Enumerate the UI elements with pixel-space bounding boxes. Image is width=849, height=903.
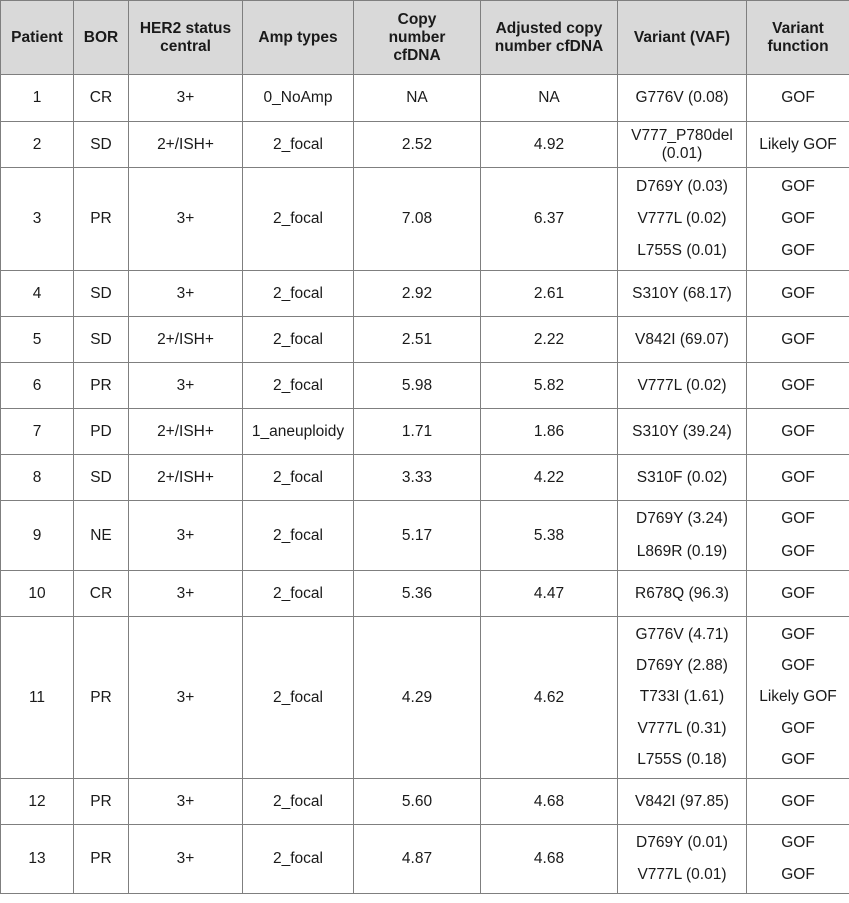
cell-copy-number: 7.08 [354,168,481,271]
variant-vaf-text: R678Q (96.3) [635,584,729,602]
cell-bor: SD [74,317,129,363]
cell-variant-vaf [618,501,747,571]
table-row [1,825,849,894]
cell-her2-status: 3+ [129,501,243,571]
variant-function-text: GOF [781,242,815,259]
cell-adjusted-copy-number: 6.37 [481,168,618,271]
cell-copy-number: 2.52 [354,122,481,168]
cell-her2-status: 2+/ISH+ [129,409,243,455]
variant-vaf-text: V842I (69.07) [635,330,729,348]
cell-amp-type: 2_focal [243,122,354,168]
cell-variant-function [747,317,849,363]
cell-bor: SD [74,122,129,168]
cell-patient: 4 [1,271,74,317]
variant-function-text: GOF [781,376,815,394]
variant-vaf-text: V777L (0.01) [637,866,727,884]
variant-function-text: GOF [781,719,815,737]
variant-vaf-text: S310F (0.02) [636,468,728,486]
header-amp-types: Amp types [243,1,354,75]
cell-copy-number: 5.60 [354,779,481,825]
variant-vaf-text: G776V (4.71) [635,625,729,643]
cell-amp-type: 2_focal [243,501,354,571]
cell-her2-status: 3+ [129,571,243,617]
cell-bor: PR [74,168,129,271]
cell-variant-function [747,617,849,779]
table-body [1,75,849,894]
cell-her2-status: 2+/ISH+ [129,122,243,168]
cell-variant-vaf [618,455,747,501]
cell-adjusted-copy-number: 4.92 [481,122,618,168]
table-row [1,617,849,779]
cell-amp-type: 2_focal [243,571,354,617]
cell-bor: NE [74,501,129,571]
cell-bor: PR [74,617,129,779]
table-row [1,571,849,617]
cell-patient: 9 [1,501,74,571]
variant-vaf-text: L869R (0.19) [636,542,728,560]
cell-patient: 5 [1,317,74,363]
variant-function-text: GOF [781,792,815,810]
cell-her2-status: 2+/ISH+ [129,317,243,363]
cell-amp-type: 2_focal [243,825,354,894]
cell-amp-type: 0_NoAmp [243,75,354,122]
variant-vaf-text: V777L (0.02) [637,210,727,227]
cell-patient: 3 [1,168,74,271]
cell-bor: PR [74,363,129,409]
cell-patient: 7 [1,409,74,455]
cell-variant-function [747,409,849,455]
cell-adjusted-copy-number: 2.22 [481,317,618,363]
cell-variant-vaf [618,363,747,409]
cell-copy-number: NA [354,75,481,122]
table-row [1,168,849,271]
variant-function-text: GOF [781,542,815,560]
cell-variant-vaf [618,409,747,455]
cell-variant-vaf [618,317,747,363]
variant-vaf-text: S310Y (68.17) [632,284,732,302]
variant-vaf-text: V777L (0.02) [637,376,727,394]
variant-function-text: GOF [781,751,815,769]
cell-bor: CR [74,75,129,122]
cell-bor: CR [74,571,129,617]
cell-amp-type: 2_focal [243,779,354,825]
cell-bor: PR [74,825,129,894]
cell-adjusted-copy-number: 2.61 [481,271,618,317]
cell-adjusted-copy-number: 4.47 [481,571,618,617]
cell-copy-number: 2.92 [354,271,481,317]
variant-vaf-text: V842I (97.85) [635,792,729,810]
cell-her2-status: 3+ [129,363,243,409]
cell-variant-vaf [618,617,747,779]
cell-amp-type: 2_focal [243,317,354,363]
cell-adjusted-copy-number: 4.68 [481,825,618,894]
cell-variant-function [747,571,849,617]
variant-function-text: GOF [781,625,815,643]
cell-bor: PR [74,779,129,825]
cell-her2-status: 3+ [129,617,243,779]
cell-variant-vaf [618,571,747,617]
cell-her2-status: 3+ [129,825,243,894]
cell-copy-number: 3.33 [354,455,481,501]
cell-variant-function [747,122,849,168]
cell-bor: SD [74,271,129,317]
cell-variant-vaf [618,825,747,894]
variant-function-text: Likely GOF [759,135,837,153]
table-row [1,363,849,409]
cell-patient: 2 [1,122,74,168]
cell-copy-number: 1.71 [354,409,481,455]
cell-variant-function [747,455,849,501]
variant-function-text: GOF [781,510,815,528]
variant-vaf-text: L755S (0.01) [637,242,727,259]
cell-patient: 12 [1,779,74,825]
cell-adjusted-copy-number: 5.82 [481,363,618,409]
cell-variant-function [747,271,849,317]
header-copy-number: Copy number cfDNA [354,1,481,75]
variant-vaf-text: S310Y (39.24) [632,422,732,440]
variant-function-text: GOF [781,866,815,884]
cell-adjusted-copy-number: 5.38 [481,501,618,571]
cell-adjusted-copy-number: 4.22 [481,455,618,501]
cell-amp-type: 2_focal [243,455,354,501]
cell-patient: 10 [1,571,74,617]
cell-variant-vaf [618,75,747,122]
cell-bor: SD [74,455,129,501]
cell-adjusted-copy-number: 1.86 [481,409,618,455]
cell-her2-status: 3+ [129,168,243,271]
header-bor: BOR [74,1,129,75]
cell-adjusted-copy-number: 4.68 [481,779,618,825]
variant-function-text: GOF [781,89,815,106]
table-row [1,501,849,571]
table-row [1,779,849,825]
header-variant-vaf: Variant (VAF) [618,1,747,75]
variant-vaf-text: D769Y (3.24) [636,510,728,528]
cell-adjusted-copy-number: 4.62 [481,617,618,779]
cell-copy-number: 4.29 [354,617,481,779]
cell-variant-vaf [618,168,747,271]
header-patient: Patient [1,1,74,75]
variant-vaf-text: V777_P780del (0.01) [631,126,733,162]
variant-function-text: GOF [781,584,815,602]
cell-variant-function [747,75,849,122]
variant-function-text: GOF [781,330,815,348]
cell-copy-number: 5.98 [354,363,481,409]
cell-bor: PD [74,409,129,455]
cell-her2-status: 3+ [129,779,243,825]
cell-patient: 8 [1,455,74,501]
variant-function-text: GOF [781,284,815,302]
cell-variant-vaf [618,779,747,825]
variant-vaf-text: T733I (1.61) [639,688,725,706]
cell-amp-type: 2_focal [243,271,354,317]
variant-function-text: GOF [781,657,815,675]
cell-copy-number: 5.36 [354,571,481,617]
table-row [1,75,849,122]
cell-patient: 1 [1,75,74,122]
cell-copy-number: 5.17 [354,501,481,571]
table-row [1,455,849,501]
cell-her2-status: 3+ [129,75,243,122]
cell-variant-function [747,501,849,571]
header-adjusted-copy-number: Adjusted copy number cfDNA [481,1,618,75]
cell-amp-type: 2_focal [243,617,354,779]
variant-function-text: GOF [781,178,815,195]
cell-variant-vaf [618,122,747,168]
table-row [1,317,849,363]
cell-amp-type: 2_focal [243,168,354,271]
variant-vaf-text: V777L (0.31) [637,719,727,737]
variant-function-text: Likely GOF [759,688,837,706]
header-her2-status: HER2 status central [129,1,243,75]
cell-amp-type: 2_focal [243,363,354,409]
variant-function-text: GOF [781,468,815,486]
cell-adjusted-copy-number: NA [481,75,618,122]
cell-variant-function [747,363,849,409]
cell-patient: 6 [1,363,74,409]
variant-function-text: GOF [781,210,815,227]
table-row [1,409,849,455]
cell-variant-function [747,825,849,894]
cell-patient: 13 [1,825,74,894]
cell-variant-vaf [618,271,747,317]
cell-her2-status: 3+ [129,271,243,317]
cell-copy-number: 2.51 [354,317,481,363]
cell-amp-type: 1_aneuploidy [243,409,354,455]
variant-vaf-text: D769Y (0.01) [636,833,728,851]
cell-copy-number: 4.87 [354,825,481,894]
table-row [1,122,849,168]
variant-vaf-text: D769Y (0.03) [636,178,728,195]
header-variant-function: Variant function [747,1,849,75]
cell-her2-status: 2+/ISH+ [129,455,243,501]
table-header [1,1,849,75]
variant-vaf-text: L755S (0.18) [637,751,727,769]
cell-patient: 11 [1,617,74,779]
variant-function-text: GOF [781,422,815,440]
variant-vaf-text: D769Y (2.88) [636,657,728,675]
cell-variant-function [747,168,849,271]
variant-vaf-text: G776V (0.08) [635,89,729,106]
cell-variant-function [747,779,849,825]
table-row [1,271,849,317]
variant-function-text: GOF [781,833,815,851]
